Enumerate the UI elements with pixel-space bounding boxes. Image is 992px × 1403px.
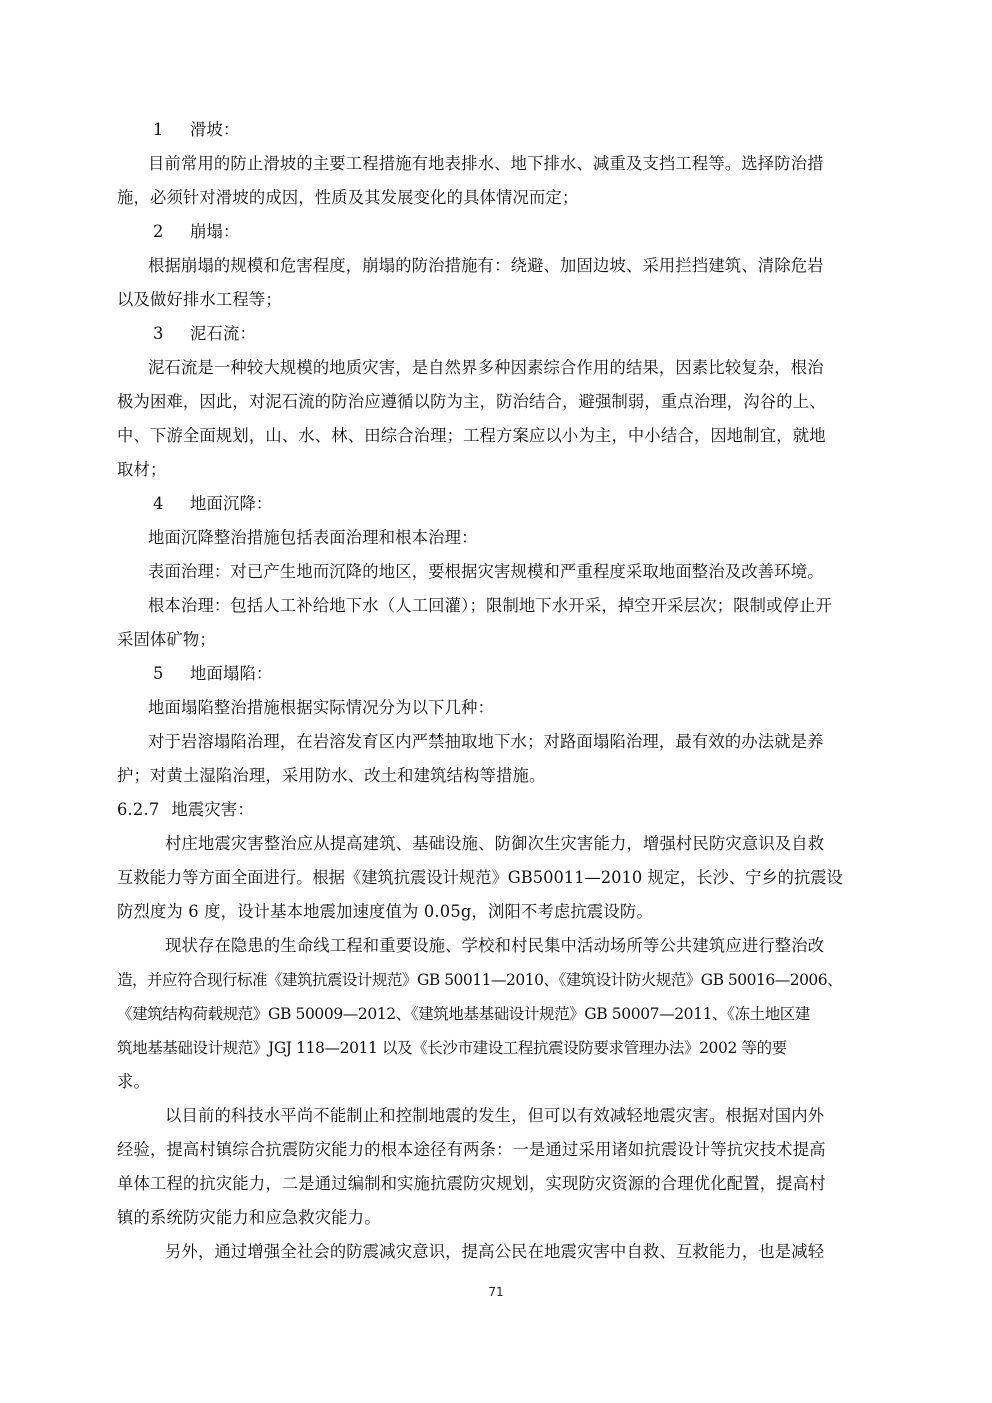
paragraph-line: 以及做好排水工程等； (117, 290, 282, 309)
list-heading-text: 崩塌： (190, 222, 240, 241)
page-number: 71 (488, 1285, 504, 1299)
paragraph-line: 地面塌陷整治措施根据实际情况分为以下几种： (148, 698, 495, 717)
paragraph-line: 经验，提高村镇综合抗震防灾能力的根本途径有两条：一是通过采用诸如抗震设计等抗灾技术提高 (117, 1140, 826, 1159)
list-heading-text: 地面塌陷： (190, 664, 273, 683)
paragraph-line: 《建筑结构荷载规范》GB 50009—2012、《建筑地基基础设计规范》GB 50007—2011、《冻土地区建 (117, 1005, 811, 1023)
list-heading-text: 泥石流： (190, 324, 256, 343)
paragraph-line: 另外，通过增强全社会的防震减灾意识，提高公民在地震灾害中自救、互救能力，也是减轻 (165, 1242, 825, 1261)
paragraph-line: 表面治理：对已产生地而沉降的地区，要根据灾害规模和严重程度采取地面整治及改善环境。 (148, 562, 824, 581)
paragraph-line: 取材； (117, 460, 167, 479)
list-number: 4 (153, 494, 164, 513)
list-number: 5 (153, 664, 164, 683)
section-number: 6.2.7 (117, 800, 160, 819)
paragraph-line: 地面沉降整治措施包括表面治理和根本治理： (148, 528, 478, 547)
paragraph-line: 镇的系统防灾能力和应急救灾能力。 (117, 1208, 381, 1227)
paragraph-line: 筑地基基础设计规范》JGJ 118—2011 以及《长沙市建设工程抗震设防要求管理办法》2002 等的要 (117, 1039, 787, 1057)
list-number: 2 (153, 222, 164, 241)
list-heading-3 (153, 319, 915, 349)
list-heading-2 (153, 217, 915, 247)
paragraph-line: 防烈度为 6 度，设计基本地震加速度值为 0.05g，浏阳不考虑抗震设防。 (117, 902, 653, 921)
paragraph-line: 单体工程的抗灾能力，二是通过编制和实施抗震防灾规划，实现防灾资源的合理优化配置，提高村 (117, 1174, 826, 1193)
paragraph-line: 泥石流是一种较大规模的地质灾害，是自然界多种因素综合作用的结果，因素比较复杂，根治 (148, 358, 824, 377)
section-heading (117, 795, 879, 825)
paragraph-line: 对于岩溶塌陷治理，在岩溶发育区内严禁抽取地下水；对路面塌陷治理，最有效的办法就是养 (148, 732, 824, 751)
paragraph-line: 护；对黄土湿陷治理，采用防水、改土和建筑结构等措施。 (117, 766, 546, 785)
list-number: 3 (153, 324, 164, 343)
paragraph-line: 以目前的科技水平尚不能制止和控制地震的发生，但可以有效减轻地震灾害。根据对国内外 (165, 1106, 825, 1125)
section-title: 地震灾害： (171, 800, 254, 819)
paragraph-line: 采固体矿物； (117, 630, 216, 649)
paragraph-line: 根本治理：包括人工补给地下水（人工回灌）；限制地下水开采，掉空开采层次；限制或停止开 (148, 596, 833, 615)
list-number: 1 (153, 120, 164, 139)
paragraph-line: 互救能力等方面全面进行。根据《建筑抗震设计规范》GB50011—2010 规定，长沙、宁乡的抗震设 (117, 868, 843, 887)
list-heading-5 (153, 659, 915, 689)
paragraph-line: 目前常用的防止滑坡的主要工程措施有地表排水、地下排水、减重及支挡工程等。选择防治措 (148, 154, 824, 173)
list-heading-1 (153, 115, 915, 145)
paragraph-line: 极为困难，因此，对泥石流的防治应遵循以防为主，防治结合，避强制弱，重点治理，沟谷的上、 (117, 392, 826, 411)
paragraph-line: 根据崩塌的规模和危害程度，崩塌的防治措施有：绕避、加固边坡、采用拦挡建筑、清除危岩 (148, 256, 824, 275)
list-heading-text: 滑坡： (190, 120, 240, 139)
paragraph-line: 施，必须针对滑坡的成因，性质及其发展变化的具体情况而定； (117, 188, 579, 207)
paragraph-line: 求。 (117, 1072, 150, 1091)
paragraph-line: 村庄地震灾害整治应从提高建筑、基础设施、防御次生灾害能力，增强村民防灾意识及自救 (165, 834, 825, 853)
paragraph-line: 现状存在隐患的生命线工程和重要设施、学校和村民集中活动场所等公共建筑应进行整治改 (165, 936, 825, 955)
list-heading-4 (153, 489, 915, 519)
paragraph-line: 中、下游全面规划，山、水、林、田综合治理；工程方案应以小为主，中小结合，因地制宜，就地 (117, 426, 826, 445)
paragraph-line: 造，并应符合现行标准《建筑抗震设计规范》GB 50011—2010、《建筑设计防火规范》GB 50016—2006、 (117, 971, 843, 989)
list-heading-text: 地面沉降： (190, 494, 273, 513)
